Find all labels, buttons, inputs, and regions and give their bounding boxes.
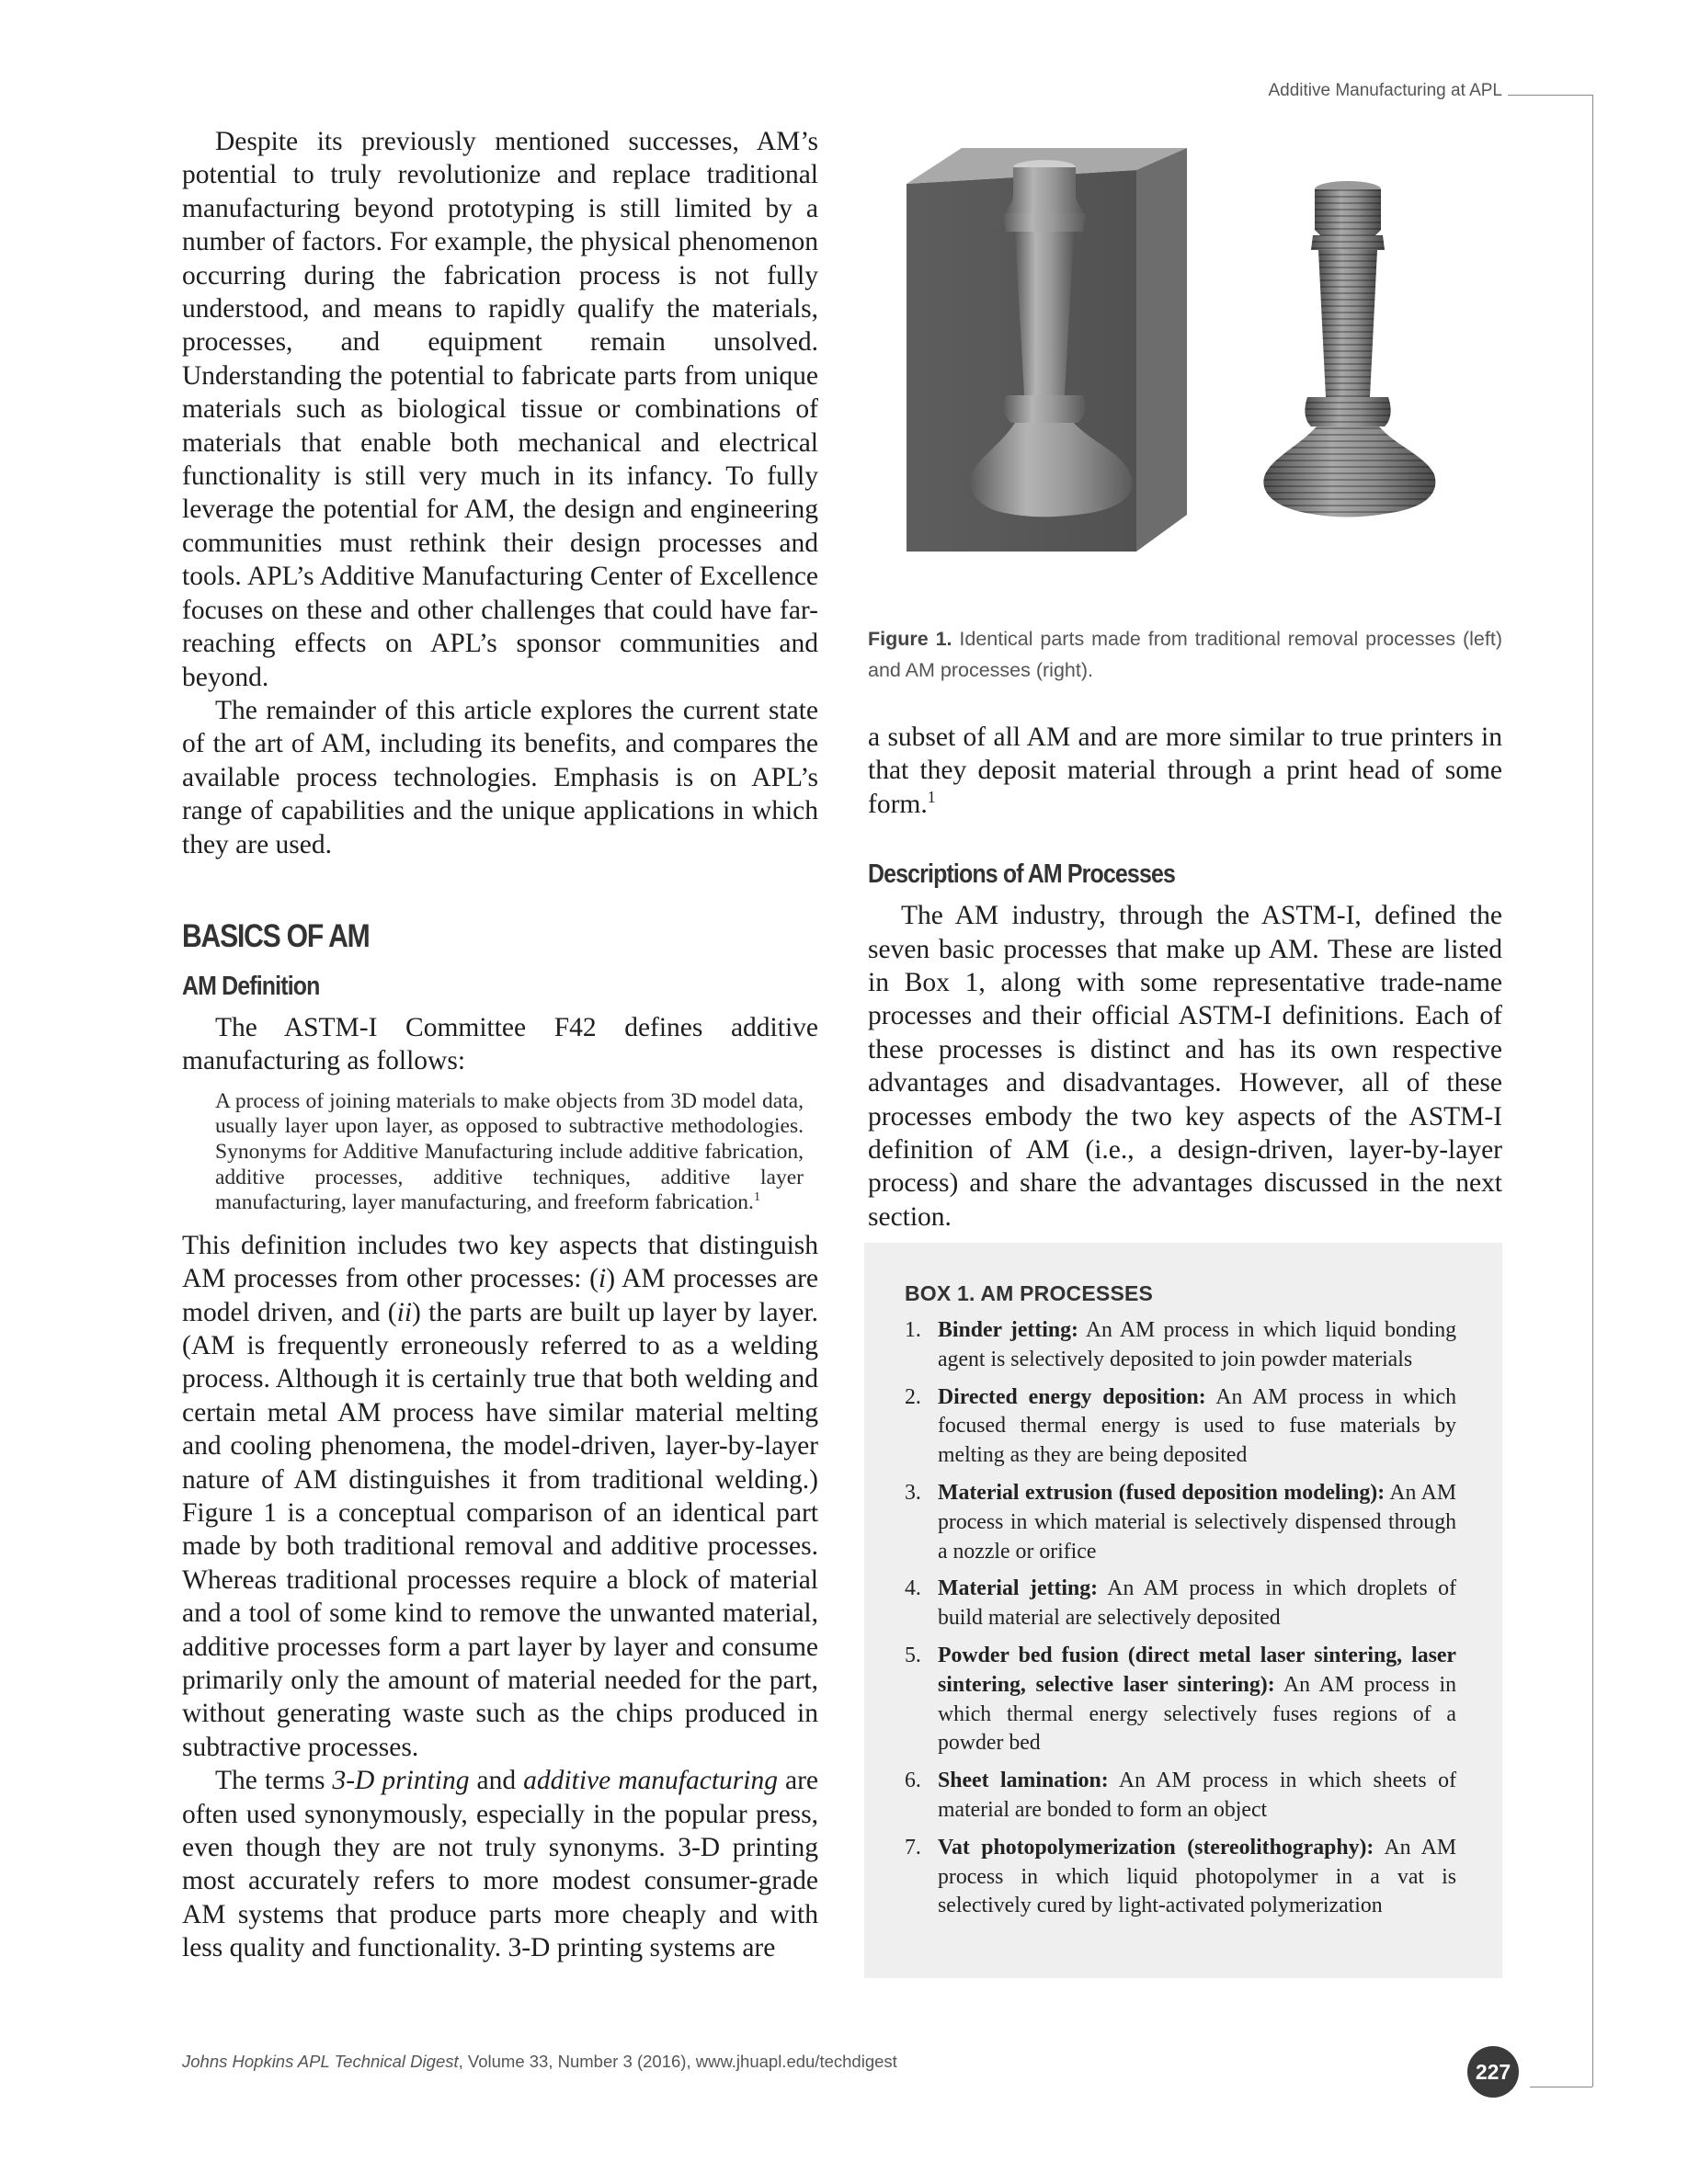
process-term: Vat photopolymerization (stereolithography):: [938, 1835, 1374, 1860]
process-definition: An AM process in which droplets of build material are selectively deposited: [938, 1576, 1456, 1631]
process-number: 5.: [905, 1643, 921, 1667]
block-quote: [215, 1089, 804, 1216]
process-item: [905, 1834, 1456, 1921]
process-term: Powder bed fusion (direct metal laser sintering, laser sintering, selective laser sintering):: [938, 1643, 1456, 1697]
process-number: 4.: [905, 1576, 921, 1601]
process-number: 3.: [905, 1480, 921, 1505]
additive-piece: [1263, 181, 1435, 518]
process-term: Sheet lamination:: [938, 1769, 1109, 1793]
paragraph: Despite its previously mentioned successes, AM’s potential to truly revolutionize and replace traditional manufacturing beyond prototyping is still limited by a number of factors. For example, the physical phenomenon occurring during the fabrication process is not fully understood, and means to rapidly qualify the materials, processes, and equipment remain unsolved. Understanding the potential to fabricate parts from unique materials such as biological tissue or combinations of materials that enable both mechanical and electrical functionality is still very much in its infancy. To fully leverage the potential for AM, the design and engineering communities must rethink their design processes and tools. APL’s Additive Manufacturing Center of Excellence focuses on these and other challenges that could have far-reaching effects on APL’s sponsor communities and beyond.: [182, 127, 818, 692]
process-term: Binder jetting:: [938, 1318, 1078, 1342]
quote-text: A process of joining materials to make objects from 3D model data, usually layer upon layer, as opposed to subtractive methodologies. Synonyms for Additive Manufacturing include additive fabrication, additive processes, additive techniques, additive layer manufacturing, layer manufacturing, and freeform fabrication.: [215, 1088, 804, 1215]
paragraph: The terms 3-D printing and additive manufacturing are often used synonymously, especially in the popular press, even though they are not truly synonyms. 3-D printing most accurately refers to more modest consumer-grade AM systems that produce parts more cheaply and with less quality and functionality. 3-D printing systems are: [182, 1766, 819, 1963]
figure-caption-text: Identical parts made from traditional removal processes (left) and AM processes (right).: [868, 628, 1502, 681]
process-definition: An AM process in which material is selectively dispensed through a nozzle or orifice: [938, 1480, 1456, 1564]
journal-details: , Volume 33, Number 3 (2016), www.jhuapl.edu/techdigest: [458, 2052, 897, 2071]
process-item: [905, 1316, 1456, 1375]
process-item: [905, 1383, 1456, 1471]
process-number: 7.: [905, 1835, 921, 1860]
paragraph: a subset of all AM and are more similar to true printers in that they deposit material through a print head of some form.$^1$: [868, 722, 1502, 819]
process-definition: An AM process in which liquid bonding agent is selectively deposited to join powder materials: [938, 1318, 1456, 1371]
running-header: Additive Manufacturing at APL: [1268, 81, 1502, 100]
section-heading: BASICS OF AM: [182, 917, 370, 954]
process-item: [905, 1479, 1456, 1566]
process-item: [905, 1575, 1456, 1633]
left-column: [182, 125, 818, 1965]
process-list: [905, 1316, 1456, 1929]
figure-illustration: [870, 147, 1504, 607]
process-term: Material extrusion (fused deposition modeling):: [938, 1480, 1386, 1505]
paragraph: The remainder of this article explores the current state of the art of AM, including its benefits, and compares the available process technologies. Emphasis is on APL’s range of capabilities and the unique applications in which they are used.: [182, 695, 818, 859]
figure-1-image: [870, 147, 1504, 607]
box-am-processes: [864, 1243, 1502, 1978]
reference-marker: 1: [753, 1189, 760, 1205]
side-rule: [1592, 95, 1593, 2087]
process-definition: An AM process in which sheets of material are bonded to form an object: [938, 1769, 1457, 1822]
process-definition: An AM process in which liquid photopolymer in a vat is selectively cured by light-activated polymerization: [938, 1835, 1456, 1918]
paragraph: The AM industry, through the ASTM-I, defined the seven basic processes that make up AM. These are listed in Box 1, along with some representative trade-name processes and their official ASTM-I definitions. Each of these processes is distinct and has its own respective advantages and disadvantages. However, all of these processes embody the two key aspects of the ASTM-I definition of AM (i.e., a design-driven, layer-by-layer process) and share the advantages discussed in the next section.: [868, 901, 1502, 1232]
process-number: 1.: [905, 1318, 921, 1342]
subheading: AM Definition: [182, 971, 320, 1001]
figure-label: Figure 1.: [868, 628, 952, 650]
process-number: 6.: [905, 1769, 921, 1793]
page-number: 227: [1467, 2046, 1519, 2098]
header-rule: [1508, 95, 1592, 96]
subheading: Descriptions of AM Processes: [868, 859, 1175, 890]
process-term: Material jetting:: [938, 1576, 1099, 1601]
process-term: Directed energy deposition:: [938, 1384, 1206, 1409]
journal-name: Johns Hopkins APL Technical Digest: [182, 2052, 459, 2071]
footer-citation: [182, 2052, 897, 2072]
process-definition: An AM process in which focused thermal energy is used to fuse materials by melting as they are being deposited: [938, 1384, 1457, 1468]
process-definition: An AM process in which thermal energy selectively fuses regions of a powder bed: [938, 1672, 1457, 1756]
reference-marker: 1: [927, 787, 936, 806]
paragraph: The ASTM-I Committee F42 defines additive manufacturing as follows:: [182, 1012, 818, 1076]
process-number: 2.: [905, 1384, 921, 1409]
box-title: BOX 1. AM PROCESSES: [905, 1281, 1154, 1305]
process-item: [905, 1642, 1456, 1758]
process-item: [905, 1767, 1456, 1826]
right-column: [868, 721, 1502, 1234]
paragraph: This definition includes two key aspects that distinguish AM processes from other processes: (i) AM processes are model driven, and (ii) the parts are built up layer by layer. (AM is frequently erroneously referred to as a welding process. Although it is certainly true that both welding and certain metal AM process have similar material melting and cooling phenomena, the model-driven, layer-by-layer nature of AM distinguishes it from traditional welding.) Figure 1 is a conceptual comparison of an identical part made by both traditional removal and additive processes. Whereas traditional processes require a block of material and a tool of some kind to remove the unwanted material, additive processes form a part layer by layer and consume primarily only the amount of material needed for the part, without generating waste such as the chips produced in subtractive processes.: [182, 1230, 818, 1762]
figure-caption: [868, 623, 1502, 686]
